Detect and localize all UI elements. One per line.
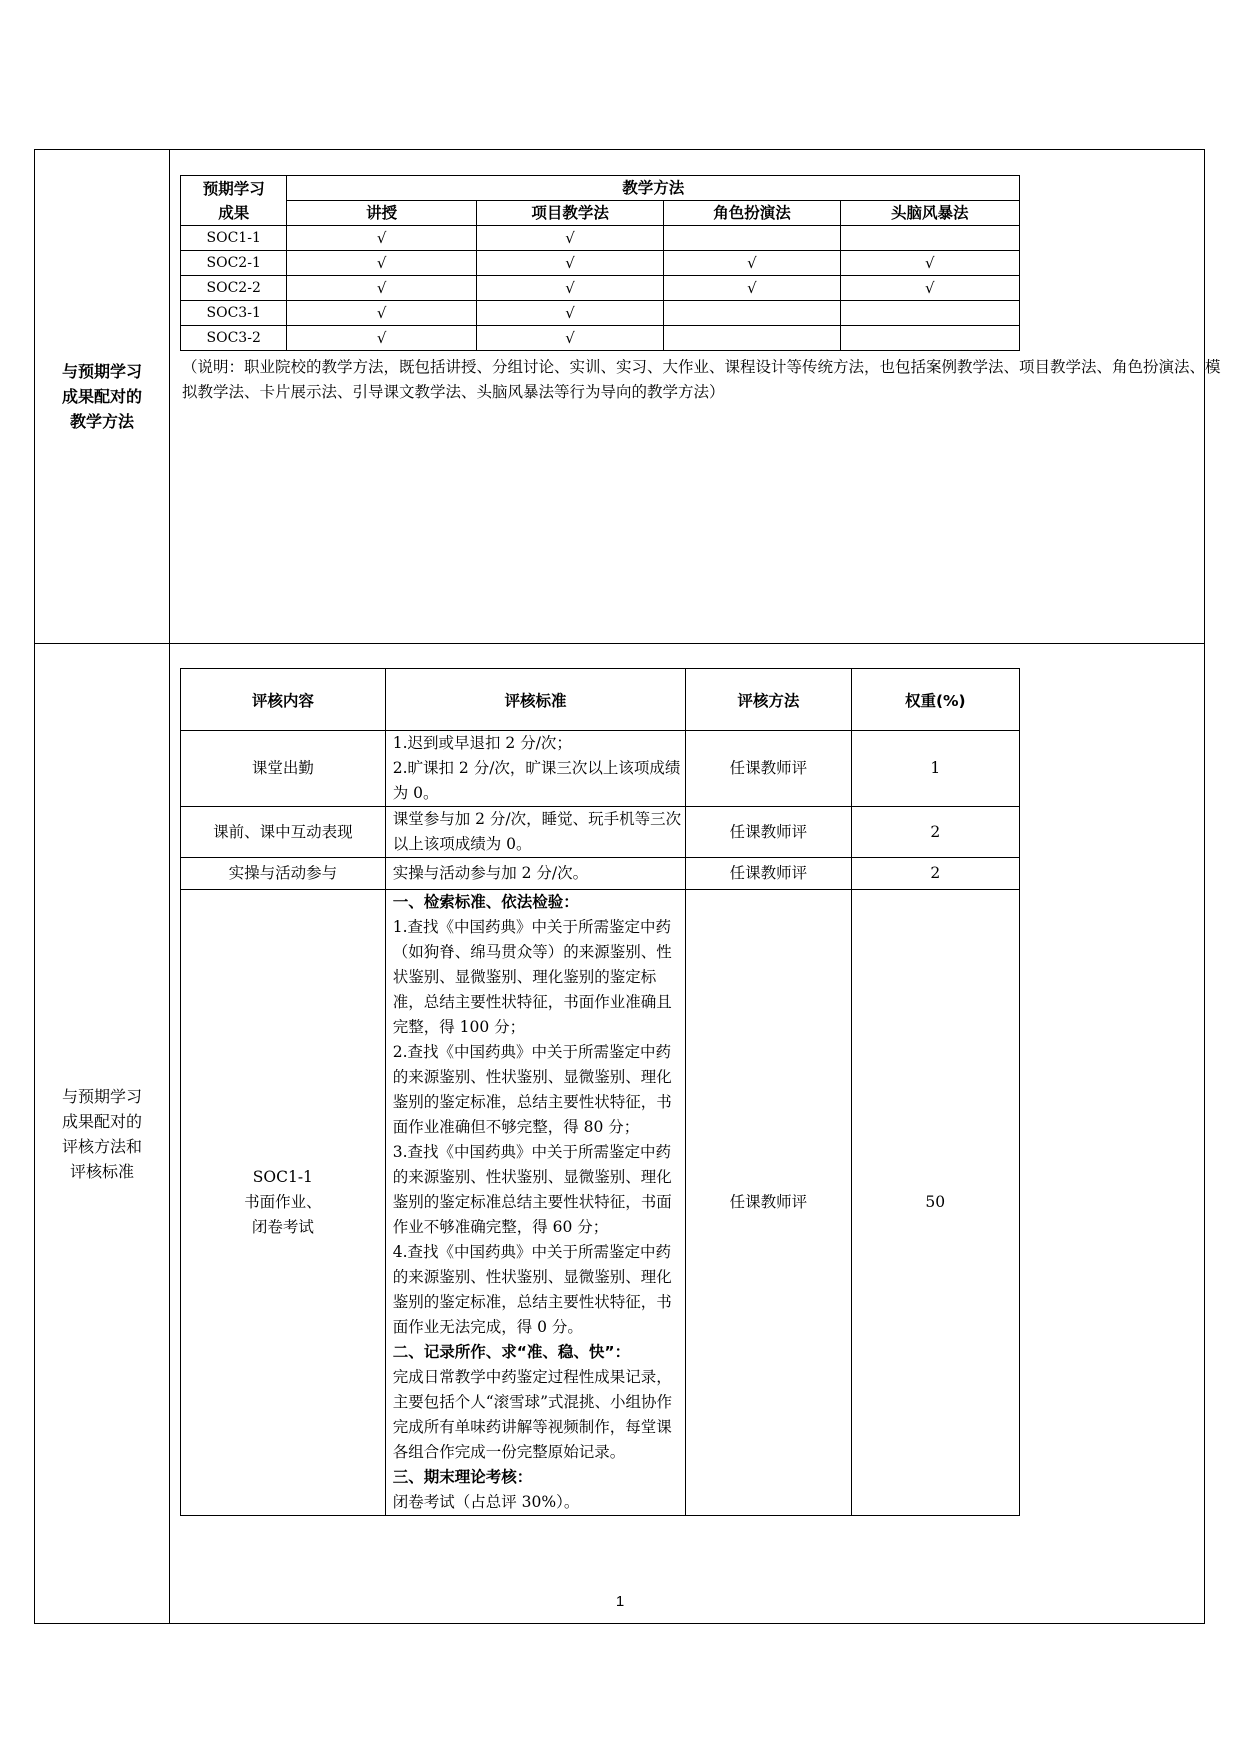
standard-text: 实操与活动参与加 2 分/次。 — [392, 864, 589, 882]
assessment-row — [181, 890, 1020, 1516]
assessment-table — [180, 668, 1020, 1516]
method-header-roleplay: 角色扮演法 — [664, 201, 840, 226]
check-mark: √ — [664, 251, 840, 276]
section-label-line: 与预期学习 — [61, 1086, 142, 1106]
standard-heading: 三、期末理论考核： — [392, 1468, 533, 1486]
assessment-header-row — [181, 669, 1020, 731]
assessment-standard-cell — [385, 731, 686, 807]
empty-cell — [664, 326, 840, 351]
assessment-content-line: 课前、课中互动表现 — [213, 822, 353, 841]
assessment-content-cell — [181, 890, 386, 1516]
outcome-code: SOC1-1 — [181, 226, 287, 251]
outcome-header-line: 预期学习 — [202, 179, 265, 198]
assessment-content-cell — [181, 858, 386, 890]
methods-row — [181, 276, 1020, 301]
assessment-content — [170, 644, 1205, 1624]
assessment-content-cell — [181, 731, 386, 807]
methods-row — [181, 251, 1020, 276]
check-mark: √ — [664, 276, 840, 301]
header-assessment-method: 评核方法 — [686, 669, 851, 731]
section-label-teaching-methods — [35, 150, 170, 644]
check-mark: √ — [476, 326, 663, 351]
methods-row — [181, 226, 1020, 251]
section-label-assessment — [35, 644, 170, 1624]
standard-text: 1.查找《中国药典》中关于所需鉴定中药（如狗脊、绵马贯众等）的来源鉴别、性状鉴别、显微鉴别、理化鉴别的鉴定标准，总结主要性状特征，书面作业准确且完整，得 100 分； — [392, 918, 672, 1036]
methods-row — [181, 301, 1020, 326]
outcome-code: SOC3-1 — [181, 301, 287, 326]
page-number: 1 — [615, 1593, 625, 1610]
methods-subheader-row — [181, 201, 1020, 226]
header-assessment-standard: 评核标准 — [385, 669, 686, 731]
teaching-methods-section — [35, 150, 1205, 644]
check-mark: √ — [287, 301, 476, 326]
outcome-code: SOC2-2 — [181, 276, 287, 301]
check-mark: √ — [476, 276, 663, 301]
section-label-line: 成果配对的 — [61, 387, 142, 406]
standard-text: 完成日常教学中药鉴定过程性成果记录，主要包括个人“滚雪球”式混挑、小组协作完成所有单味药讲解等视频制作，每堂课各组合作完成一份完整原始记录。 — [392, 1368, 673, 1461]
outcome-header — [181, 176, 287, 226]
assessment-weight-cell: 2 — [851, 858, 1019, 890]
check-mark: √ — [476, 251, 663, 276]
empty-cell — [840, 226, 1019, 251]
standard-text: 4.查找《中国药典》中关于所需鉴定中药的来源鉴别、性状鉴别、显微鉴别、理化鉴别的鉴定标准，总结主要性状特征，书面作业无法完成，得 0 分。 — [392, 1243, 672, 1336]
methods-note: （说明：职业院校的教学方法，既包括讲授、分组讨论、实训、实习、大作业、课程设计等传统方法，也包括案例教学法、项目教学法、角色扮演法、模拟教学法、卡片展示法、引导课文教学法、头脑风暴法等行为导向的教学方法） — [182, 358, 1221, 401]
check-mark: √ — [476, 226, 663, 251]
section-label-line: 成果配对的 — [61, 1111, 142, 1131]
section-label-line: 与预期学习 — [61, 362, 142, 381]
teaching-methods-table — [180, 175, 1020, 351]
check-mark: √ — [287, 226, 476, 251]
empty-cell — [664, 226, 840, 251]
standard-heading: 二、记录所作、求“准、稳、快”： — [392, 1343, 631, 1361]
standard-text: 2.查找《中国药典》中关于所需鉴定中药的来源鉴别、性状鉴别、显微鉴别、理化鉴别的鉴定标准，总结主要性状特征，书面作业准确但不够完整，得 80 分； — [392, 1043, 672, 1136]
outcome-code: SOC2-1 — [181, 251, 287, 276]
check-mark: √ — [287, 251, 476, 276]
assessment-weight-cell: 50 — [851, 890, 1019, 1516]
empty-cell — [664, 301, 840, 326]
method-header-project: 项目教学法 — [476, 201, 663, 226]
assessment-method-cell: 任课教师评 — [686, 807, 851, 858]
check-mark: √ — [476, 301, 663, 326]
assessment-standard-cell — [385, 858, 686, 890]
methods-row — [181, 326, 1020, 351]
assessment-method-cell: 任课教师评 — [686, 858, 851, 890]
check-mark: √ — [840, 276, 1019, 301]
assessment-content-line: 课堂出勤 — [251, 759, 314, 777]
assessment-content-cell — [181, 807, 386, 858]
header-weight: 权重(%) — [851, 669, 1019, 731]
check-mark: √ — [287, 326, 476, 351]
assessment-content-line: 闭卷考试 — [251, 1218, 314, 1236]
standard-text: 课堂参与加 2 分/次，睡觉、玩手机等三次以上该项成绩为 0。 — [392, 810, 682, 853]
assessment-content-line: 书面作业、 — [244, 1193, 322, 1211]
assessment-standard-cell — [385, 890, 686, 1516]
section-label-line: 评核标准 — [69, 1161, 134, 1181]
assessment-content-line: SOC1-1 — [252, 1168, 313, 1186]
teaching-methods-content — [170, 150, 1221, 644]
section-label-line: 教学方法 — [69, 412, 134, 431]
check-mark: √ — [287, 276, 476, 301]
standard-text: 1.迟到或早退扣 2 分/次； — [392, 734, 572, 752]
assessment-method-cell: 任课教师评 — [686, 731, 851, 807]
empty-cell — [840, 326, 1019, 351]
assessment-weight-cell: 1 — [851, 731, 1019, 807]
document-table — [34, 149, 1221, 1624]
methods-group-header: 教学方法 — [287, 176, 1020, 201]
standard-text: 3.查找《中国药典》中关于所需鉴定中药的来源鉴别、性状鉴别、显微鉴别、理化鉴别的鉴定标准总结主要性状特征，书面作业不够准确完整，得 60 分； — [392, 1143, 672, 1236]
methods-body — [181, 226, 1020, 351]
assessment-weight-cell: 2 — [851, 807, 1019, 858]
standard-text: 2.旷课扣 2 分/次，旷课三次以上该项成绩为 0。 — [392, 759, 681, 802]
outcome-code: SOC3-2 — [181, 326, 287, 351]
standard-heading: 一、检索标准、依法检验： — [392, 893, 579, 911]
assessment-method-cell: 任课教师评 — [686, 890, 851, 1516]
check-mark: √ — [840, 251, 1019, 276]
assessment-body — [181, 731, 1020, 1516]
assessment-row — [181, 858, 1020, 890]
section-label-line: 评核方法和 — [61, 1136, 142, 1156]
assessment-section — [35, 644, 1205, 1624]
assessment-standard-cell — [385, 807, 686, 858]
outcome-header-line: 成果 — [218, 203, 250, 222]
methods-header-row — [181, 176, 1020, 201]
header-assessment-content: 评核内容 — [181, 669, 386, 731]
method-header-brainstorm: 头脑风暴法 — [840, 201, 1019, 226]
assessment-content-line: 实操与活动参与 — [228, 864, 338, 882]
method-header-lecture: 讲授 — [287, 201, 476, 226]
assessment-row — [181, 731, 1020, 807]
standard-text: 闭卷考试（占总评 30%）。 — [392, 1493, 580, 1511]
assessment-row — [181, 807, 1020, 858]
empty-cell — [840, 301, 1019, 326]
